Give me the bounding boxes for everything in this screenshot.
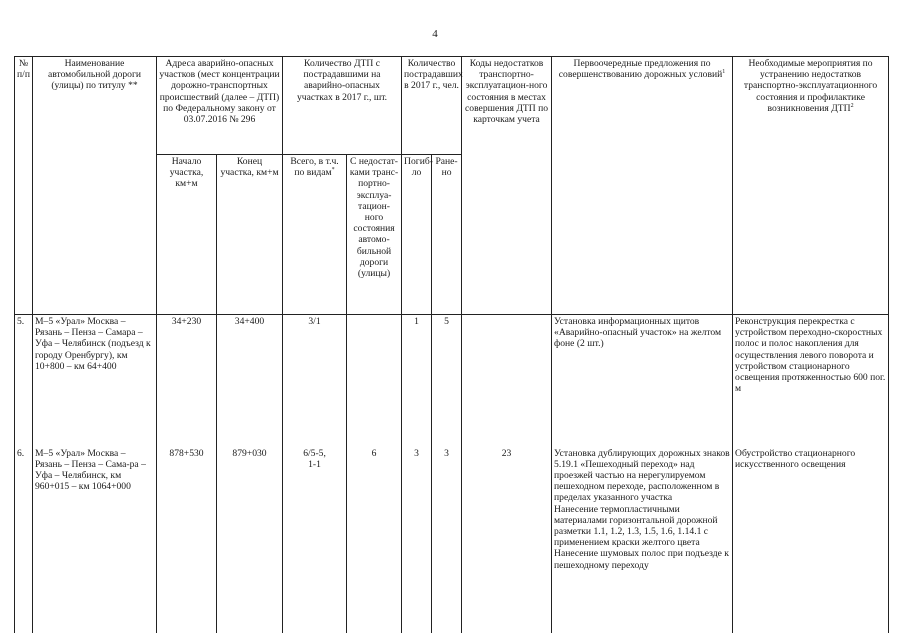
row-codes: 23 (462, 447, 552, 633)
header-victims: Количество пострадавших в 2017 г., чел. (402, 57, 462, 155)
row-num: 5. (15, 315, 33, 447)
row-injured: 3 (432, 447, 462, 633)
header-start: Начало участка, км+м (157, 155, 217, 315)
header-codes: Коды недостатков транспортно-эксплуатацион-ного состояния в местах совершения ДТП по карточкам учета (462, 57, 552, 315)
row-proposals: Установка информационных щитов «Аварийно-опасный участок» на желтом фоне (2 шт.) (552, 315, 733, 447)
row-start: 34+230 (157, 315, 217, 447)
accident-sites-table (14, 56, 889, 633)
footnote-marker: 2 (850, 102, 854, 109)
table-row (15, 447, 889, 633)
header-dtp-defects: С недостат-ками транс-портно-эксплуа-тацион-ного состояния автомо-бильной дороги (улицы) (347, 155, 402, 315)
page-number: 4 (432, 28, 438, 40)
row-dtp-total: 6/5-5, 1-1 (283, 447, 347, 633)
row-end: 879+030 (217, 447, 283, 633)
row-injured: 5 (432, 315, 462, 447)
row-dtp-defects (347, 315, 402, 447)
row-killed: 3 (402, 447, 432, 633)
row-num: 6. (15, 447, 33, 633)
row-measures: Реконструкция перекрестка с устройством переходно-скоростных полос и полос накопления для осуществления левого поворота и устройством стационарного освещения протяженностью 600 пог. м (733, 315, 889, 447)
row-road-name: М–5 «Урал» Москва – Рязань – Пенза – Сама-ра – Уфа – Челябинск, км 960+015 – км 1064+000 (33, 447, 157, 633)
row-killed: 1 (402, 315, 432, 447)
header-num: № п/п (15, 57, 33, 315)
header-addresses: Адреса аварийно-опасных участков (мест концентрации дорожно-транспортных происшествий (далее – ДТП) по Федеральному закону от 03.07.2016 № 296 (157, 57, 283, 155)
header-dtp-count: Количество ДТП с пострадавшими на аварийно-опасных участках в 2017 г., шт. (283, 57, 402, 155)
header-killed: Погиб-ло (402, 155, 432, 315)
header-road-name: Наименование автомобильной дороги (улицы) по титулу ** (33, 57, 157, 315)
header-end: Конец участка, км+м (217, 155, 283, 315)
table-row (15, 315, 889, 447)
header-measures: Необходимые мероприятия по устранению недостатков транспортно-эксплуатационного состояния и профилактике возникновения ДТП$^2$ (733, 57, 889, 315)
row-dtp-defects: 6 (347, 447, 402, 633)
header-dtp-total: Всего, в т.ч. по видам* (283, 155, 347, 315)
row-start: 878+530 (157, 447, 217, 633)
header-injured: Ране-но (432, 155, 462, 315)
row-codes (462, 315, 552, 447)
row-end: 34+400 (217, 315, 283, 447)
row-proposals: Установка дублирующих дорожных знаков 5.19.1 «Пешеходный переход» над проезжей частью на нерегулируемом пешеходном переходе, расположенном в пределах указанного участка Нанесение термопластичными материалами горизонтальной дорожной разметки 1.1, 1.2, 1.3, 1.5, 1.6, 1.14.1 с применением краски желтого цвета Нанесение шумовых полос при подъезде к пешеходному переходу (552, 447, 733, 633)
row-measures: Обустройство стационарного искусственного освещения (733, 447, 889, 633)
row-road-name: М–5 «Урал» Москва – Рязань – Пенза – Самара – Уфа – Челябинск (подъезд к городу Оренбургу), км 10+800 – км 64+400 (33, 315, 157, 447)
footnote-marker: * (331, 167, 335, 174)
row-dtp-total: 3/1 (283, 315, 347, 447)
footnote-marker: 1 (722, 69, 726, 76)
header-proposals: Первоочередные предложения по совершенствованию дорожных условий$^1$ (552, 57, 733, 315)
